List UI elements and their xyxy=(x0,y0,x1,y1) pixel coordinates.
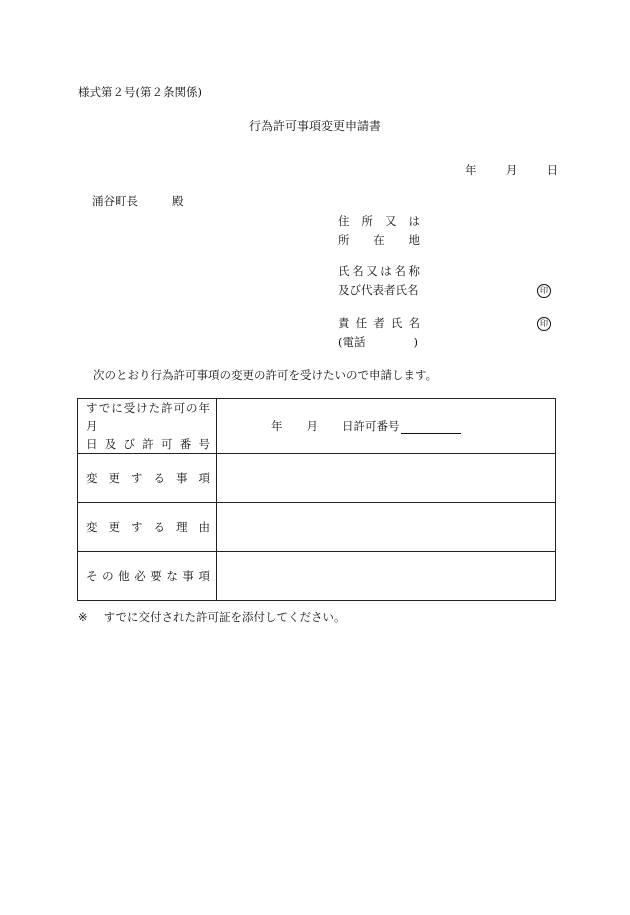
date-year-label: 年 xyxy=(465,163,477,177)
table-row xyxy=(78,552,556,601)
name-label-line2: 及び代表者氏名 xyxy=(338,283,419,297)
address-label-line1: 住所又は xyxy=(338,214,420,228)
date-day-label: 日 xyxy=(546,163,559,177)
note-text: すでに交付された許可証を添付してください。 xyxy=(103,610,346,624)
footnote xyxy=(78,612,345,624)
phone-open: (電話 xyxy=(338,335,366,349)
change-reason-label: 変更する理由 xyxy=(78,503,217,552)
table-row xyxy=(78,454,556,503)
other-matters-label: その他必要な事項 xyxy=(78,552,217,601)
previous-permit-value[interactable] xyxy=(217,399,556,454)
application-detail-table xyxy=(77,398,556,601)
applicant-seal-mark: 印 xyxy=(537,284,551,298)
date-month-label: 月 xyxy=(505,163,518,177)
form-number: 様式第２号(第２条関係) xyxy=(78,85,202,99)
addressee-honorific: 殿 xyxy=(172,194,184,208)
address-label-line2: 所在地 xyxy=(338,233,420,247)
phone-label xyxy=(338,337,418,349)
submission-date xyxy=(465,165,558,177)
table-row xyxy=(78,503,556,552)
addressee xyxy=(92,196,184,208)
previous-permit-label: すでに受けた許可の年月 日及び許可番号 xyxy=(78,399,217,454)
note-mark: ※ xyxy=(78,610,88,624)
table-row xyxy=(78,399,556,454)
permit-month-label: 月 xyxy=(306,419,318,433)
change-item-value[interactable] xyxy=(217,454,556,503)
other-matters-value[interactable] xyxy=(217,552,556,601)
addressee-name: 涌谷町長 xyxy=(92,194,138,208)
responsible-person-label: 責任者氏名 xyxy=(338,316,420,330)
permit-number-label: 日許可番号 xyxy=(342,419,400,433)
phone-close: ) xyxy=(413,335,418,349)
document-title: 行為許可事項変更申請書 xyxy=(248,119,381,133)
change-reason-value[interactable] xyxy=(217,503,556,552)
permit-number-blank[interactable] xyxy=(401,421,461,434)
name-label-line1: 氏名又は名称 xyxy=(338,264,420,278)
responsible-person-seal-mark: 印 xyxy=(537,317,551,331)
change-item-label: 変更する事項 xyxy=(78,454,217,503)
permit-year-label: 年 xyxy=(271,419,283,433)
intro-text: 次のとおり行為許可事項の変更の許可を受けたいので申請します。 xyxy=(93,368,438,382)
